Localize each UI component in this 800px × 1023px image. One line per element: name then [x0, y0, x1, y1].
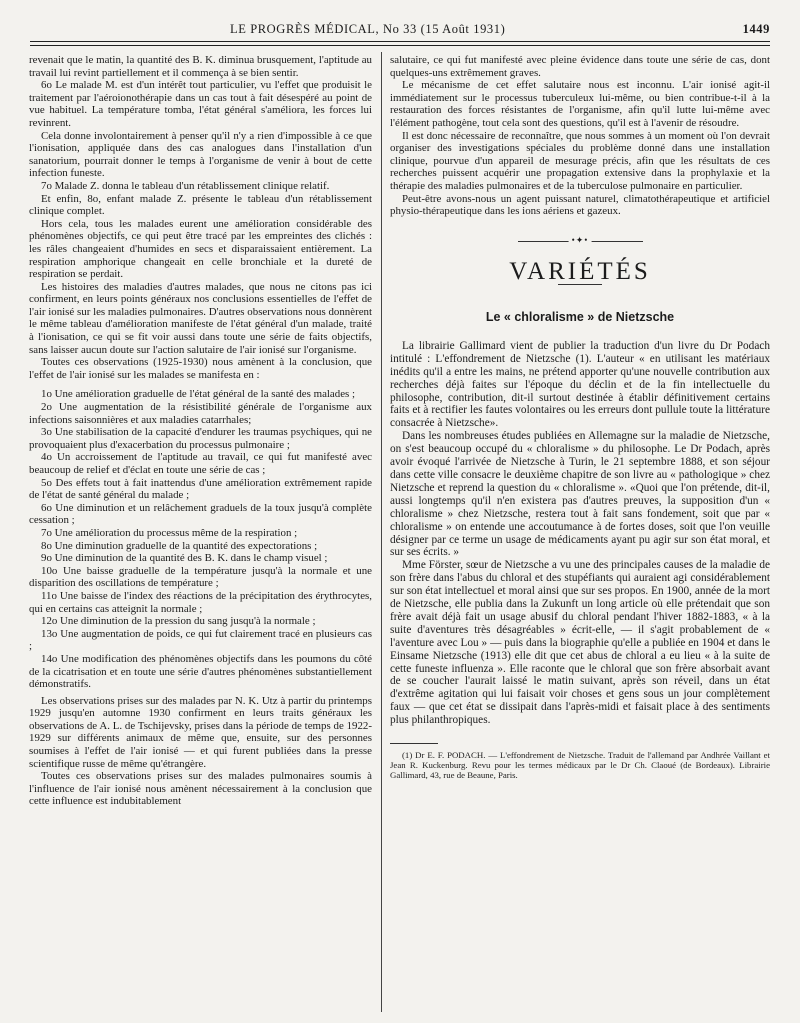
paragraph: 6o Le malade M. est d'un intérêt tout particulier, vu l'effet que produisit le traitement par l'aéroionothérapie dans un cas tout à fait désespéré au point de vue habituel. La température tomba, l'état général s'améliora, les forces lui revinrent. — [29, 79, 372, 129]
ornament-icon: •✦• — [569, 234, 592, 247]
right-column — [390, 54, 770, 780]
list-item: 4o Un accroissement de l'aptitude au travail, ce qui fut manifesté avec beaucoup de relief et d'éclat en toute une série de cas ; — [29, 451, 372, 476]
article-title: Le « chloralisme » de Nietzsche — [485, 310, 675, 325]
list-item: 6o Une diminution et un relâchement graduels de la toux jusqu'à complète cessation ; — [29, 501, 372, 527]
left-column — [29, 54, 372, 808]
paragraph: Toutes ces observations prises sur des malades pulmonaires soumis à l'influence de l'air ionisé nous amènent nécessairement à la conclusion que cette influence est indubitablement — [29, 770, 372, 808]
list-item: 7o Une amélioration du processus même de la respiration ; — [41, 526, 298, 539]
paragraph: Toutes ces observations (1925-1930) nous amènent à la conclusion, que l'effet de l'air ionisé sur les malades se manifesta en : — [29, 356, 372, 381]
paragraph: Mme Förster, sœur de Nietzsche a vu une des principales causes de la maladie de son frère dans l'abus du chloral et des stupéfiants qui auraient agi considérablement sur son état intellectuel et moral ainsi que sur ses propos. En 1900, année de la mort de Nietzsche, elle publia dans la Zukunft un long article où elle prétendait que son frère avait déjà fait un usage abusif du chloral pendant l'hiver 1882-1883, « à la suite d'aventures très désagréables » écrit-elle, — il s'agit probablement de « l'aventure avec Lou » — puis dans la biographie qu'elle a publiée en 1904 et dans le Einsame Nietzsche (1913) elle dit que cet abus de chloral a eu lieu « à la suite de cette funeste influenza ». Elle raconte que le chloral que son frère absorbait avant de se coucher l'aurait laissé le matin suivant, après son réveil, dans un état d'extrême agitation qui lui faisait voir choses et gens sous un jour complètement faux — que cet état se dissipait dans l'après-midi et faisait place à des sentiments plus philanthropiques. — [390, 559, 770, 727]
footnote: (1) Dr E. F. PODACH. — L'effondrement de Nietzsche. Traduit de l'allemand par Andhrée Vaillant et Jean R. Kuckenburg. Revu pour les termes médicaux par le Dr Ch. Claoué (de Bordeaux). Librairie Gallimard, 43, rue de Beaune, Paris. — [390, 750, 770, 781]
paragraph: La librairie Gallimard vient de publier la traduction d'un livre du Dr Podach intitulé : L'effondrement de Nietzsche (1). L'auteur « en utilisant les matériaux inédits qu'il a entre les mains, ne prétend apporter qu'une nouvelle contribution aux recherches déjà faites sur l'époque du déclin et de la fin intellectuelle du philosophe, contribution, dit-il surtout destinée à établir définitivement certains faits et à rectifier les fautes volontaires ou les erreurs dont pullule toute la littérature consacrée à Nietzsche». — [390, 339, 770, 430]
page-number: 1449 — [742, 22, 770, 36]
header-rule — [30, 41, 770, 42]
list-item: 12o Une diminution de la pression du sang jusqu'à la normale ; — [41, 615, 316, 628]
paragraph: Peut-être avons-nous un agent puissant naturel, climatothérapeutique et artificiel physio-thérapeutique dans les ions aériens et gazeux. — [390, 192, 770, 218]
header-rule-thin — [30, 45, 770, 46]
paragraph: Les observations prises sur des malades par N. K. Utz à partir du printemps 1929 jusqu'en automne 1930 confirment en leurs traits généraux les observations de A. L. de Tschijevsky, prises dans la période de temps de 1922-1929 sur différents animaux de même que, ensuite, sur des personnes soumises à l'effet de l'air ionisé — et qui furent publiées dans la presse scientifique russe de même qu'étrangère. — [29, 694, 372, 770]
paragraph: salutaire, ce qui fut manifesté avec pleine évidence dans toute une série de cas, dont quelques-uns extrêmement graves. — [390, 54, 770, 79]
paragraph: 7o Malade Z. donna le tableau d'un rétablissement clinique relatif. — [41, 179, 330, 192]
paragraph: revenait que le matin, la quantité des B. K. diminua brusquement, l'aptitude au travail lui revint partiellement et il commença à se bien sentir. — [29, 54, 372, 79]
list-item: 2o Une augmentation de la résistibilité générale de l'organisme aux infections saisonnières et aux maladies catarrhales; — [29, 401, 372, 426]
list-item: 8o Une diminution graduelle de la quantité des expectorations ; — [41, 539, 318, 552]
column-divider — [381, 52, 382, 1012]
footnote-rule — [390, 743, 438, 744]
paragraph: Et enfin, 8o, enfant malade Z. présente le tableau d'un rétablissement clinique complet. — [29, 192, 372, 218]
list-item: 5o Des effets tout à fait inattendus d'une amélioration extrêmement rapide de l'état de santé général du malade ; — [29, 476, 372, 502]
list-item: 9o Une diminution de la quantité des B. K. dans le champ visuel ; — [41, 552, 328, 565]
paragraph: Les histoires des maladies d'autres malades, que nous ne citons pas ici confirment, en leurs points généraux nos conclusions essentielles de l'effet de l'air ionisé sur les maladies pulmonaires. D'autres observations nous donnèrent le même tableau d'amélioration manifeste de l'état général d'un malade, traité à l'ionisation, ce qui se fit voir aussi dans toute une série de faits objectifs, sans laisser aucun doute sur l'action salutaire de l'air ionisé sur l'organisme. — [29, 280, 372, 356]
paragraph: Il est donc nécessaire de reconnaître, que nous sommes à un moment où l'on devrait organiser des investigations spéciales du problème donné dans une installation clinique, pourvue d'un appareil de mesurage précis, afin que les résultats de ces recherches puissent acquérir une propagation extensive dans la prophylaxie et la thérapie des maladies pulmonaires et de la tuberculose pulmonaire en particulier. — [390, 129, 770, 192]
article-body — [390, 340, 770, 727]
list-item: 1o Une amélioration graduelle de l'état général de la santé des malades ; — [41, 388, 356, 401]
paragraph: Hors cela, tous les malades eurent une amélioration considérable des phénomènes objectifs, ce qui peut être tracé par les empreintes des clichés : les râles changeaient d'humides en secs et disparaissaient entièrement. La respiration amphorique changeait en celle bronchiale et la dureté de respiration se perdait. — [29, 217, 372, 281]
list-item: 13o Une augmentation de poids, ce qui fut clairement tracé en plusieurs cas ; — [29, 627, 372, 653]
list-item: 10o Une baisse graduelle de la température jusqu'à la normale et une disparition des oscillations de température ; — [29, 564, 372, 590]
ornament-divider — [518, 236, 643, 246]
list-item: 14o Une modification des phénomènes objectifs dans les poumons du côté de la cicatrisation et en toute une série d'autres phénomènes substantiellement démonstratifs. — [29, 652, 372, 691]
journal-title: LE PROGRÈS MÉDICAL, No 33 (15 Août 1931) — [230, 22, 506, 36]
list-item: 11o Une baisse de l'index des réactions de la précipitation des érythrocytes, qui en certains cas atteignit la normale ; — [29, 589, 372, 615]
paragraph: Le mécanisme de cet effet salutaire nous est inconnu. L'air ionisé agit-il immédiatement sur le processus tuberculeux lui-même, ou bien contribue-t-il à la restauration des forces résistantes de l'organisme, afin qu'il lutte lui-même avec l'élément pathogène, tout cela sont des questions, qu'il est à l'avenir de résoudre. — [390, 79, 770, 129]
list-item: 3o Une stabilisation de la capacité d'endurer les traumas psychiques, qui ne provoquaient plus d'exacerbation du processus pulmonaire ; — [29, 426, 372, 451]
paragraph: Dans les nombreuses études publiées en Allemagne sur la maladie de Nietzsche, on s'est beaucoup occupé du « chloralisme » du philosophe. Le Dr Podach, après avoir évoqué l'arrivée de Nietzsche à Turin, le 21 septembre 1888, et son séjour dans cette ville consacre le deuxième chapitre de son livre au « pathologique » chez Nietzsche et reprend la question du « chloralisme ». «Quoi que l'on prétende, dit-il, aussi longtemps qu'il n'en existera pas d'autres preuves, la supposition d'un « chloralisme » chez Nietzsche, restera tout à fait sans fondement, soit que par « chloralisme » on entende une accoutumance à de fortes doses, soit que l'on veuille désigner par ce terme un usage de médicaments ayant pu agir sur son état moral, et sur ses écrits. » — [390, 430, 770, 559]
running-header — [30, 22, 770, 38]
paragraph: Cela donne involontairement à penser qu'il n'y a rien d'impossible à ce que l'ionisation, appliquée dans des cas analogues dans l'installation d'un sanatorium, pourrait donner le temps à l'organisme de venir à bout de cette infection funeste. — [29, 129, 372, 180]
section-title: VARIÉTÉS — [509, 257, 651, 285]
